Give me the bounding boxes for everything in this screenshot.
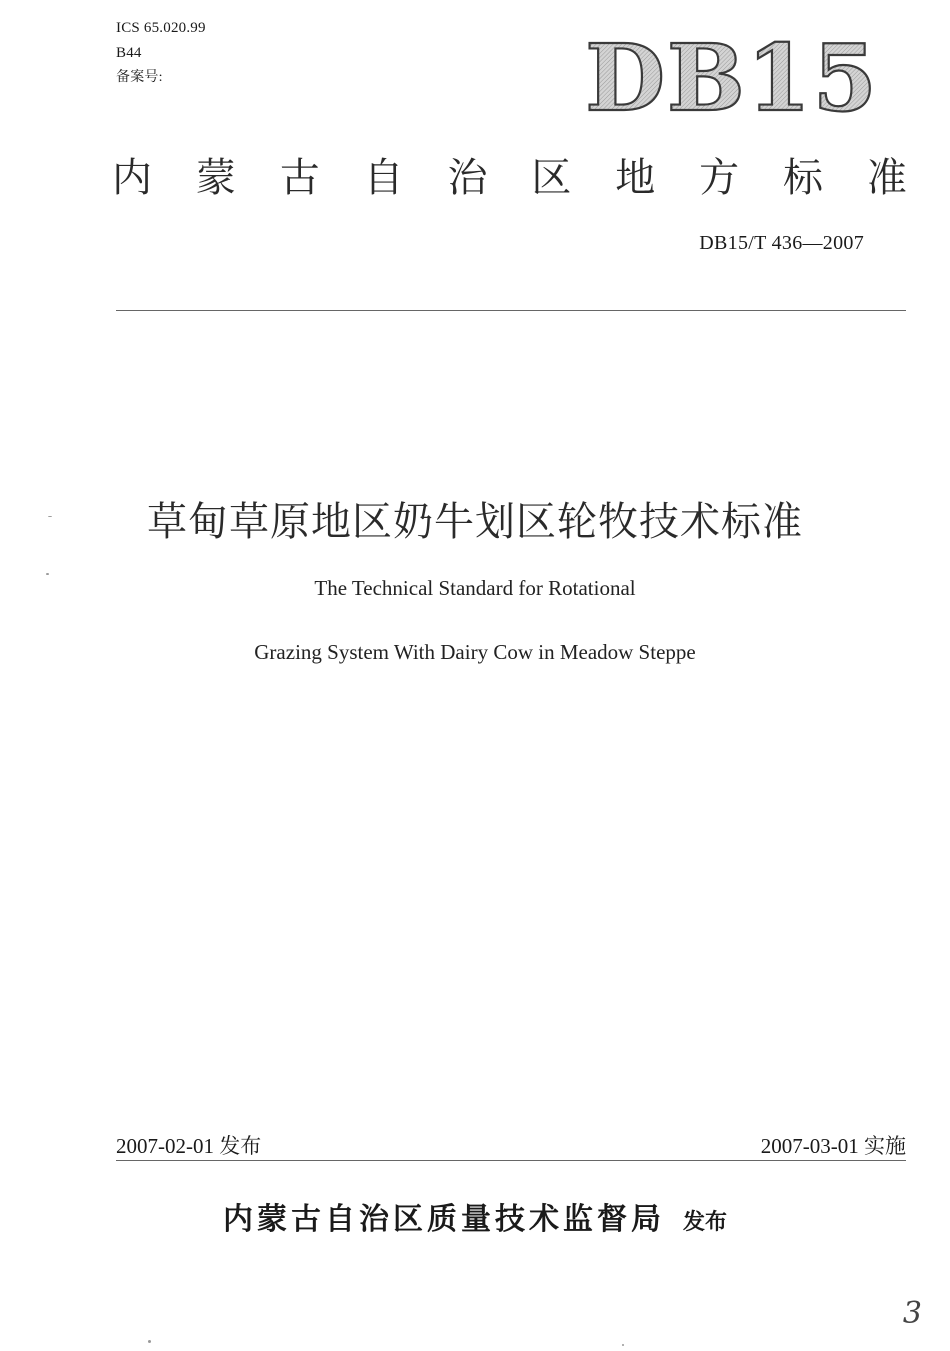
implementation-date: 2007-03-01 实施 [760,1134,906,1158]
title-chinese: 草甸草原地区奶牛划区轮牧技术标准 [147,499,803,545]
footer-divider [116,1160,906,1161]
issuer-banner-char: 区 [531,155,572,201]
issuing-authority-name: 内蒙古自治区质量技术监督局 [222,1202,665,1237]
issuer-banner-char: 地 [615,155,656,201]
scan-speck [48,516,52,517]
scan-speck [622,1344,624,1346]
issue-date: 2007-02-01 发布 [116,1134,262,1158]
db15-logo-text: DB15 [585,24,879,132]
issuer-banner [112,150,907,206]
db15-logo [585,24,879,132]
clc-code: B44 [116,45,142,61]
handwritten-page-mark: 3 [902,1296,922,1331]
issuer-banner-char: 标 [783,155,823,201]
filing-number-label: 备案号: [116,70,163,85]
issuer-banner-char: 自 [363,155,404,201]
issuer-banner-char: 准 [866,155,907,201]
ics-code: ICS 65.020.99 [116,20,206,36]
header-divider [116,310,906,311]
issuer-banner-char: 古 [279,155,320,201]
issuer-banner-char: 蒙 [195,155,236,201]
issuing-authority-suffix: 发布 [682,1210,727,1235]
scan-speck [148,1340,151,1343]
standard-number: DB15/T 436—2007 [699,232,864,254]
issuer-banner-char: 方 [699,155,740,201]
issuing-authority [0,1194,950,1238]
title-english-line-1: The Technical Standard for Rotational [314,576,636,600]
issuer-banner-char: 内 [112,155,152,201]
issuer-banner-char: 治 [447,155,488,201]
scan-speck [46,573,49,575]
title-english-line-2: Grazing System With Dairy Cow in Meadow Steppe [254,640,696,664]
